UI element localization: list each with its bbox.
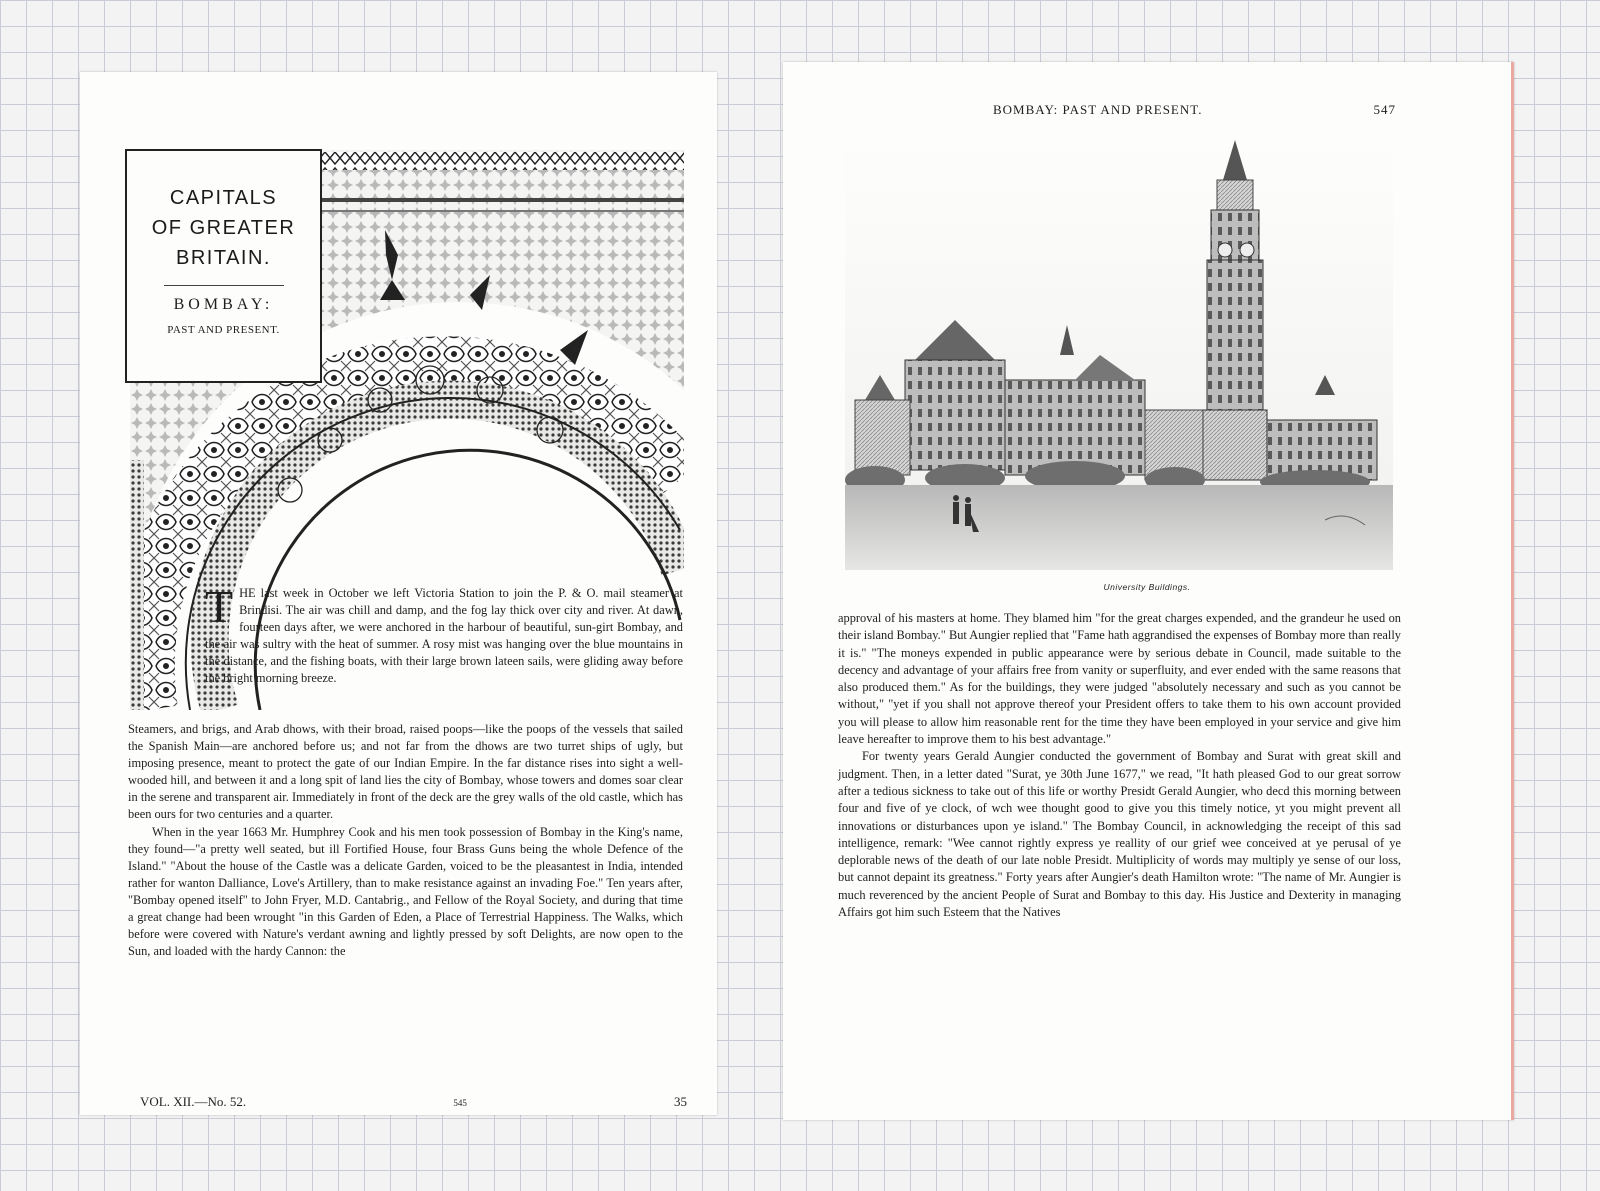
running-head: BOMBAY: PAST AND PRESENT. [993,102,1203,117]
drop-cap: T [205,581,234,632]
article-subtitle: PAST AND PRESENT. [167,324,280,336]
paragraph-1-continued: Steamers, and brigs, and Arab dhows, with their broad, raised poops—like the poops of the vessels that sailed the Spanish Main—are anchored before us; and not far from the dhows are two turret ships of ugly, but imposing presence, meant to protect the gate of our Indian Empire. In the far distance rises into sight a well-wooded hill, and between it and a long spit of land lies the city of Bombay, whose towers and domes soar clear in the serene and transparent air. Immediately in front of the deck are the grey walls of the old castle, which has been ours for two centuries and a quarter. [128,722,683,822]
illustration-caption: University Buildings. [1103,582,1191,592]
paragraph-2: When in the year 1663 Mr. Humphrey Cook and his men took possession of Bombay in the King's name, they found—"a pretty well seated, but ill Fortified House, four Brass Guns being the whole Defence of the Island." "About the house of the Castle was a delicate Garden, voiced to be the pleasantest in India, intended rather for wanton Dalliance, Love's Artillery, than to make resistance against an invading Foe." Ten years after, "Bombay opened itself" to John Fryer, M.D. Cantabrig., and Fellow of the Royal Society, and during that time a great change had been wrought "in this Garden of Eden, a Place of Terrestrial Happiness. The Walks, which before were covered with Nature's verdant awning and lightly pressed by soft Delights, are now open to the Sun, and loaded with the hardy Cannon: the [128,824,683,959]
page-number: 547 [1373,102,1396,117]
original-page-number: 545 [453,1098,467,1108]
opening-text: HE last week in October we left Victoria Station to join the P. & O. mail steamer at Brindisi. The air was chill and damp, and the fog lay thick over city and river. At dawn, fourteen days after, we were anchored in the harbour of beautiful, sun-girt Bombay, and the air was sultry with the heat of summer. A rosy mist was hanging over the blue mountains in the distance, and the fishing boats, with their large brown lateen sails, were gliding away before the bright morning breeze. [205,586,683,686]
signature-number: 35 [674,1094,687,1109]
volume-number: VOL. XII.—No. 52. [140,1094,247,1109]
title-rule [164,285,284,286]
paragraph-1: approval of his masters at home. They blamed him "for the great charges expended, and the grandeur he used on their island Bombay." But Aungier replied that "Fame hath aggrandised the expenses of Bombay more than really it is." "The moneys expended in public appearance were by serious debate in Council, made suitable to the decency and advantage of your affairs free from vanity or superfluity, and ever ended with the same reasons that also produced them." As for the buildings, they were judged "absolutely necessary and such as you cannot be without," "yet if you shall not approve thereof your President offers to take them to his own account provided you will please to allow him reasonable rent for the time they have been employed in your service and give him leave hereafter to improve them to his best advantage." [838,611,1401,747]
right-page-body [838,610,1401,921]
university-buildings-illustration [845,140,1393,570]
series-title: CAPITALS OF GREATER BRITAIN. [151,187,296,269]
running-header [783,102,1511,122]
left-page [80,72,717,1115]
body-text-continued [128,721,683,960]
paragraph-2: For twenty years Gerald Aungier conducted the government of Bombay and Surat with great skill and judgment. Then, in a letter dated "Surat, ye 30th June 1677," we read, "It hath pleased God to our great sorrow after a tedious sickness to take out of this life or worthy Presidt Gerald Aungier, who decd this morning between four and five of ye clock, of wch wee thought good to give you this timely notice, yt you might prevent all innovations or disturbances upon ye island." The Bombay Council, in acknowledging the receipt of this sad intelligence, remark: "Wee cannot rightly express ye reallity of our grief wee conceived at ye perusal of ye deplorable news of the death of our late noble Presidt. Multiplicity of words may multiply ye sense of our loss, but cannot depaint its greatness." Forty years after Aungier's death Hamilton wrote: "The name of Mr. Aungier is much reverenced by the ancient People of Surat and Bombay to this day. His Justice and Dexterity in managing Affairs got him such Esteem that the Natives [838,749,1401,920]
opening-paragraph [205,581,683,688]
article-title-box [125,149,322,383]
article-title: BOMBAY: [173,296,274,313]
left-page-footer [140,1094,687,1110]
right-page [783,62,1514,1120]
